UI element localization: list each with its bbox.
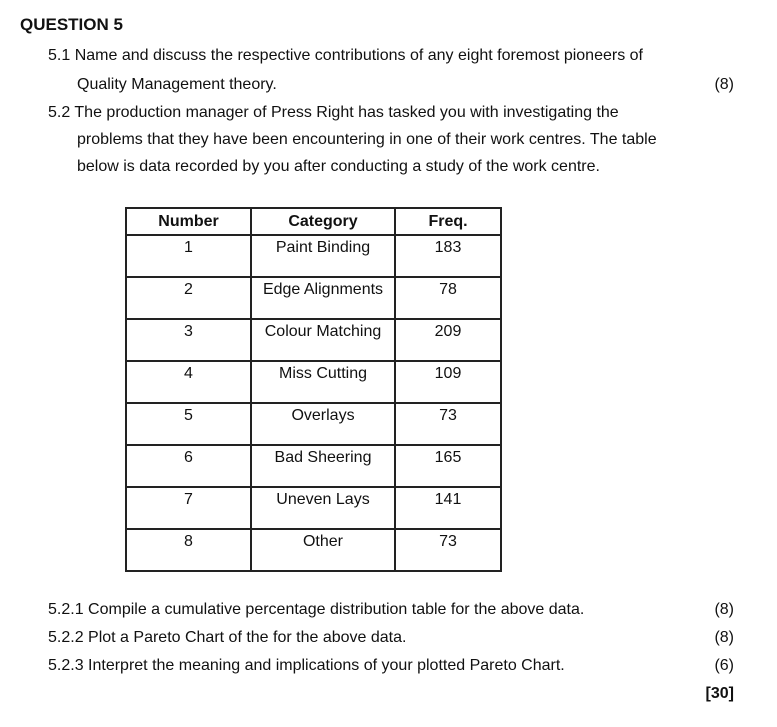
table-row: [126, 487, 501, 529]
cell-freq: 209: [434, 323, 462, 340]
cell-category: Overlays: [291, 407, 355, 424]
cell-number: 8: [184, 533, 193, 550]
cell-freq: 73: [439, 407, 457, 424]
table-row: [126, 235, 501, 277]
cell-category: Edge Alignments: [262, 281, 384, 298]
header-freq: Freq.: [395, 208, 501, 235]
q5-2-line3: below is data recorded by you after conducting a study of the work centre.: [77, 158, 600, 175]
cell-freq: 183: [434, 239, 462, 256]
cell-category: Colour Matching: [264, 323, 382, 340]
table-row: [126, 445, 501, 487]
cell-category: Miss Cutting: [278, 365, 368, 382]
subquestion-5-2-1: 5.2.1 Compile a cumulative percentage distribution table for the above data.: [48, 601, 585, 618]
q5-1-line1: 5.1 Name and discuss the respective contributions of any eight foremost pioneers of: [48, 47, 643, 64]
subquestion-5-2-2-marks: (8): [714, 629, 734, 646]
cell-number: 2: [184, 281, 193, 298]
cell-number: 7: [184, 491, 193, 508]
cell-category: Other: [302, 533, 343, 550]
subquestion-5-2-3-marks: (6): [714, 657, 734, 674]
frequency-table: [125, 207, 502, 572]
subquestion-5-2-2: 5.2.2 Plot a Pareto Chart of the for the above data.: [48, 629, 407, 646]
q5-1-line2: Quality Management theory.: [77, 76, 277, 93]
cell-freq: 109: [434, 365, 462, 382]
table-row: [126, 403, 501, 445]
table-row: [126, 277, 501, 319]
subquestion-5-2-3: 5.2.3 Interpret the meaning and implications of your plotted Pareto Chart.: [48, 657, 565, 674]
table-row: [126, 529, 501, 571]
q5-2-line2: problems that they have been encountering in one of their work centres. The table: [77, 131, 657, 148]
cell-freq: 78: [439, 281, 457, 298]
q5-1-marks: (8): [714, 76, 734, 93]
cell-freq: 141: [434, 491, 462, 508]
cell-number: 4: [184, 365, 193, 382]
cell-category: Uneven Lays: [276, 491, 370, 508]
cell-freq: 73: [439, 533, 457, 550]
cell-number: 6: [184, 449, 193, 466]
subquestion-5-2-1-marks: (8): [714, 601, 734, 618]
header-number: Number: [126, 208, 251, 235]
table-row: [126, 361, 501, 403]
header-category: Category: [251, 208, 395, 235]
question-title: QUESTION 5: [20, 15, 123, 34]
cell-number: 1: [184, 239, 193, 256]
table-header-row: [126, 208, 501, 235]
cell-number: 3: [184, 323, 193, 340]
total-marks: [30]: [705, 685, 734, 702]
cell-category: Paint Binding: [275, 239, 371, 256]
cell-freq: 165: [434, 449, 462, 466]
cell-category: Bad Sheering: [274, 449, 372, 466]
cell-number: 5: [184, 407, 193, 424]
q5-2-line1: 5.2 The production manager of Press Right has tasked you with investigating the: [48, 104, 619, 121]
table-row: [126, 319, 501, 361]
